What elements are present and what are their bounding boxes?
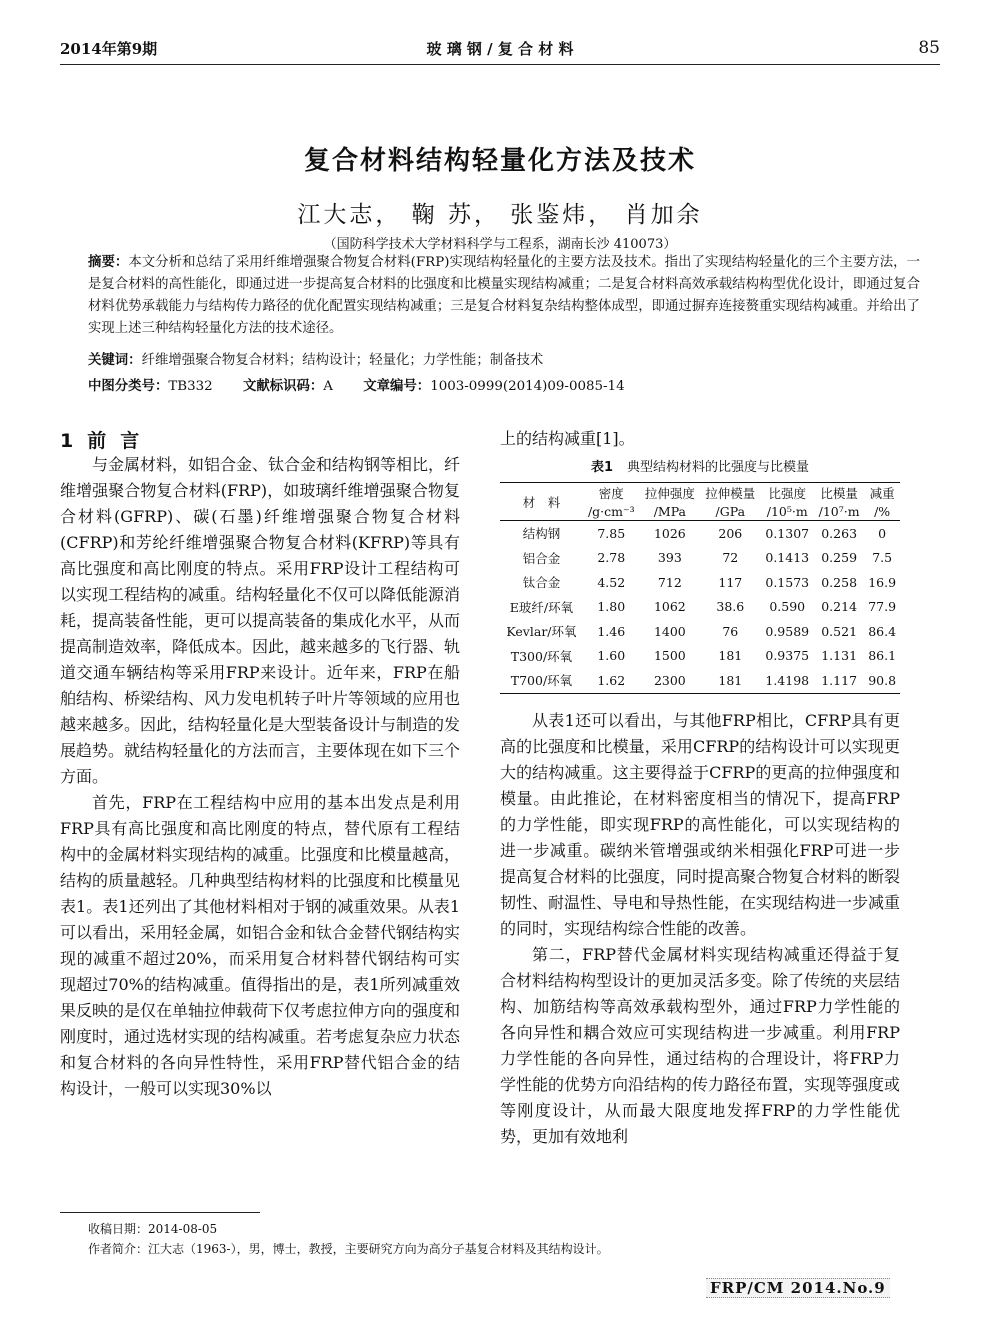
table-cell-material: 钛合金 <box>522 575 561 591</box>
header-rule <box>60 64 940 65</box>
table-cell: 1.4198 <box>761 668 814 693</box>
table-cell: 0.521 <box>821 623 858 639</box>
article-affiliation: （国防科学技术大学材料科学与工程系，湖南长沙 410073） <box>323 237 677 252</box>
table-cell-material: E玻纤/环氧 <box>509 599 574 615</box>
table-1 <box>500 482 900 694</box>
table-label: 表1 <box>590 460 614 475</box>
table-unit: /GPa <box>700 503 760 521</box>
journal-footer-tag: FRP/CM 2014.No.9 <box>706 1278 890 1298</box>
article-authors: 江大志， 鞠 苏， 张鉴炜， 肖加余 <box>297 202 703 228</box>
table-cell: 1.62 <box>583 668 640 693</box>
table-cell: 1.46 <box>597 623 626 639</box>
journal-name: 玻 璃 钢 / 复 合 材 料 <box>426 40 574 58</box>
table-cell: 16.9 <box>868 574 897 590</box>
table-unit: /10⁷·m <box>814 503 864 521</box>
paragraph: 第二，FRP替代金属材料实现结构减重还得益于复合材料结构构型设计的更加灵活多变。除了传统的夹层结构、加筋结构等高效承载构型外，通过FRP力学性能的各向异性和耦合效应可实现结构进一步减重。利用FRP力学性能的各向异性，通过结构的合理设计，将FRP力学性能的优势方向沿结构的传力路径布置，实现等强度或等刚度设计，从而最大限度地发挥FRP的力学性能优势，更加有效地利 <box>500 945 901 1146</box>
table-cell: 72 <box>722 550 739 566</box>
table-caption <box>500 456 900 475</box>
issue-label: 2014年第9期 <box>60 40 158 58</box>
table-header: 密度 <box>583 483 640 504</box>
table-cell: 0.9589 <box>765 623 810 639</box>
right-column <box>500 708 900 1150</box>
table-cell: 0.1573 <box>765 574 810 590</box>
section-number: 1 <box>60 430 88 452</box>
keywords-label: 关键词： <box>88 353 142 368</box>
table-cell: 0.1413 <box>765 550 810 566</box>
clc-value: TB332 <box>168 379 213 394</box>
table-cell: 7.5 <box>872 550 893 566</box>
table-cell-material: T700/环氧 <box>500 668 583 693</box>
paragraph: 首先，FRP在工程结构中应用的基本出发点是利用FRP具有高比强度和高比刚度的特点，替代原有工程结构中的金属材料实现结构的减重。比强度和比模量越高，结构的质量越轻。几种典型结构材料的比强度和比模量见表1。表1还列出了其他材料相对于钢的减重效果。从表1可以看出，采用轻金属，如铝合金和钛合金替代钢结构实现的减重不超过20%，而采用复合材料替代钢结构可实现超过70%的结构减重。值得指出的是，表1所列减重效果反映的是仅在单轴拉伸载荷下仅考虑拉伸方向的强度和刚度时，通过选材实现的结构减重。若考虑复杂应力状态和复合材料的各向异性特性，采用FRP替代铝合金的结构设计，一般可以实现30%以 <box>60 793 461 1098</box>
abstract <box>88 252 920 340</box>
table-header: 比模量 <box>814 483 864 504</box>
classification-line <box>88 375 920 394</box>
table-cell-material: T300/环氧 <box>510 648 573 664</box>
table-cell: 86.4 <box>868 623 897 639</box>
table-header: 拉伸强度 <box>640 483 700 504</box>
footnote-rule <box>60 1212 260 1213</box>
right-column-continuation: 上的结构减重[1]。 <box>500 429 635 448</box>
paragraph: 从表1还可以看出，与其他FRP相比，CFRP具有更高的比强度和比模量，采用CFRP的结构设计可以实现更大的结构减重。这主要得益于CFRP的更高的拉伸强度和模量。由此推论，在材料密度相当的情况下，提高FRP的力学性能，即实现FRP的高性能化，可以实现结构的进一步减重。碳纳米管增强或纳米相强化FRP可进一步提高复合材料的比强度，同时提高聚合物复合材料的断裂韧性、耐温性、导电和导热性能，在实现结构进一步减重的同时，实现结构综合性能的改善。 <box>500 711 901 938</box>
table-cell: 38.6 <box>716 599 745 615</box>
table-caption-text: 典型结构材料的比强度与比模量 <box>627 460 810 475</box>
table-cell: 1026 <box>653 525 686 541</box>
table-row <box>500 619 900 644</box>
table-cell: 1062 <box>653 599 686 615</box>
doc-code-value: A <box>323 379 333 394</box>
table-header-material: 材 料 <box>500 483 583 521</box>
table-cell: 117 <box>718 574 743 590</box>
table-cell: 393 <box>657 550 682 566</box>
article-number-label: 文章编号： <box>363 379 431 394</box>
table-cell: 0 <box>878 525 887 541</box>
table-cell: 7.85 <box>597 525 626 541</box>
table-cell: 4.52 <box>597 574 626 590</box>
table-cell: 181 <box>718 648 743 664</box>
table-cell: 0.263 <box>821 525 858 541</box>
table-cell: 1.60 <box>597 648 626 664</box>
table-cell: 1.80 <box>597 599 626 615</box>
table-header: 拉伸模量 <box>700 483 760 504</box>
table-header: 比强度 <box>761 483 814 504</box>
table-unit: /MPa <box>640 503 700 521</box>
clc-label: 中图分类号： <box>88 379 169 394</box>
abstract-text: 本文分析和总结了采用纤维增强聚合物复合材料(FRP)实现结构轻量化的主要方法及技术。指出了实现结构轻量化的三个主要方法，一是复合材料的高性能化，即通过进一步提高复合材料的比强度和比模量实现结构减重；二是复合材料高效承载结构构型优化设计，即通过复合材料优势承载能力与结构传力路径的优化配置实现结构减重；三是复合材料复杂结构整体成型，即通过摒弃连接赘重实现结构减重。并给出了实现上述三种结构轻量化方法的技术途径。 <box>88 255 921 336</box>
table-cell: 2.78 <box>597 550 626 566</box>
table-cell: 0.1307 <box>765 525 810 541</box>
table-cell: 1500 <box>653 648 686 664</box>
table-cell: 206 <box>718 525 743 541</box>
table-cell: 1400 <box>653 623 686 639</box>
table-row <box>500 644 900 669</box>
keywords-text: 纤维增强聚合物复合材料；结构设计；轻量化；力学性能；制备技术 <box>141 353 544 368</box>
doc-code-label: 文献标识码： <box>242 379 324 394</box>
table-cell: 86.1 <box>868 648 897 664</box>
keywords <box>88 349 920 368</box>
table-cell: 0.9375 <box>765 648 810 664</box>
table-row <box>500 546 900 571</box>
table-cell: 0.258 <box>821 574 858 590</box>
table-unit: /% <box>864 503 900 521</box>
page-number: 85 <box>918 38 940 58</box>
table-cell: 1.117 <box>814 668 864 693</box>
abstract-label: 摘要： <box>88 255 129 270</box>
table-cell-material: Kevlar/环氧 <box>506 624 577 640</box>
table-cell: 181 <box>700 668 760 693</box>
table-cell: 712 <box>657 574 682 590</box>
table-unit: /g·cm⁻³ <box>583 503 640 521</box>
paragraph: 与金属材料，如铝合金、钛合金和结构钢等相比，纤维增强聚合物复合材料(FRP)，如玻璃纤维增强聚合物复合材料(GFRP)、碳(石墨)纤维增强聚合物复合材料(CFRP)和芳纶纤维增强聚合物复合材料(KFRP)等具有高比强度和高比刚度的特点。采用FRP设计工程结构可以实现工程结构的减重。结构轻量化不仅可以降低能源消耗，提高装备性能，更可以提高装备的集成化水平，从而提高制造效率，降低成本。因此，越来越多的飞行器、轨道交通车辆结构等采用FRP来设计。近年来，FRP在船舶结构、桥梁结构、风力发电机转子叶片等领域的应用也越来越多。因此，结构轻量化是大型装备设计与制造的发展趋势。就结构轻量化的方法而言，主要体现在如下三个方面。 <box>60 455 461 786</box>
table-unit: /10⁵·m <box>761 503 814 521</box>
table-cell-material: 结构钢 <box>522 526 561 542</box>
table-row <box>500 521 900 546</box>
section-title: 前言 <box>87 430 154 452</box>
table-cell: 0.214 <box>821 599 858 615</box>
table-row <box>500 595 900 620</box>
table-cell: 2300 <box>640 668 700 693</box>
received-date: 收稿日期：2014-08-05 <box>88 1222 218 1236</box>
table-cell-material: 铝合金 <box>522 550 561 566</box>
table-cell: 76 <box>722 623 739 639</box>
table-cell: 77.9 <box>868 599 897 615</box>
table-row <box>500 570 900 595</box>
table-row <box>500 668 900 693</box>
article-number-value: 1003-0999(2014)09-0085-14 <box>430 379 625 394</box>
table-cell: 90.8 <box>864 668 900 693</box>
left-column <box>60 452 460 1102</box>
table-cell: 0.259 <box>821 550 858 566</box>
article-title: 复合材料结构轻量化方法及技术 <box>303 146 696 176</box>
table-header: 减重 <box>864 483 900 504</box>
table-cell: 0.590 <box>769 599 806 615</box>
section-heading <box>60 426 153 453</box>
table-cell: 1.131 <box>821 648 858 664</box>
author-bio: 作者简介：江大志（1963-），男，博士，教授，主要研究方向为高分子基复合材料及其结构设计。 <box>88 1242 609 1256</box>
